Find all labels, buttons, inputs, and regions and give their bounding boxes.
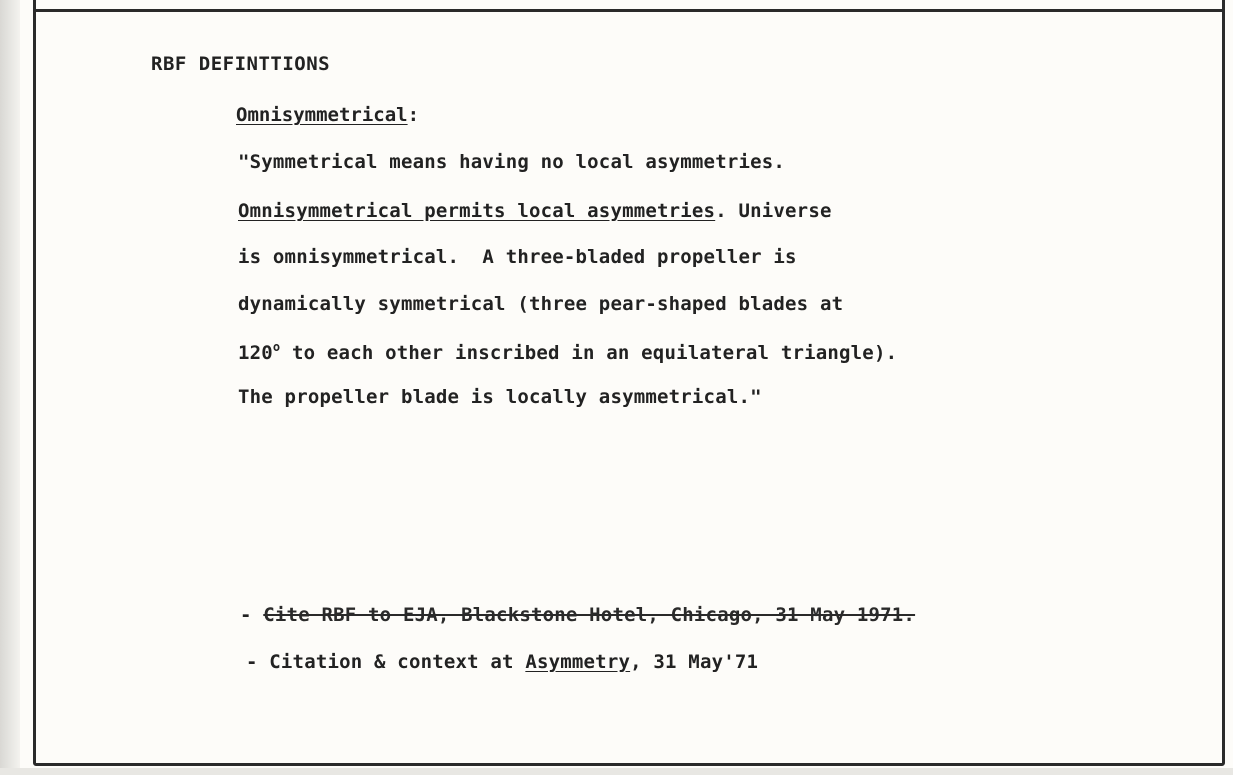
quote-line-2-underlined: Omnisymmetrical permits local asymmetries xyxy=(238,200,716,222)
quote-line-2 xyxy=(238,200,832,222)
quote-line-2-rest: . Universe xyxy=(715,200,832,222)
card-top-rule xyxy=(33,9,1225,12)
degree-symbol: o xyxy=(272,340,281,354)
quote-line-5-rest: to each other inscribed in an equilateral triangle). xyxy=(280,342,898,364)
quote-line-5-number: 120 xyxy=(238,342,273,364)
card-heading: RBF DEFINTTIONS xyxy=(151,53,331,75)
term-colon: : xyxy=(407,104,420,126)
citation-context xyxy=(246,651,758,673)
quote-line-6: The propeller blade is locally asymmetrical." xyxy=(238,386,762,408)
struck-citation-text: Cite RBF to EJA, Blackstone Hotel, Chicago, 31 May 1971. xyxy=(263,604,916,626)
citation-context-prefix: - Citation & context at xyxy=(246,651,526,673)
term-word: Omnisymmetrical xyxy=(236,104,408,126)
quote-line-3: is omnisymmetrical. A three-bladed propeller is xyxy=(238,246,797,268)
struck-citation xyxy=(240,604,915,626)
term-label xyxy=(236,104,419,126)
quote-line-5 xyxy=(238,340,897,364)
page-edge-shadow xyxy=(0,0,20,775)
quote-line-4: dynamically symmetrical (three pear-shaped blades at xyxy=(238,293,844,315)
asymmetry-link[interactable]: Asymmetry xyxy=(525,651,631,673)
page-bottom-shade xyxy=(0,768,1233,775)
citation-date: , 31 May'71 xyxy=(630,651,759,673)
quote-line-1: "Symmetrical means having no local asymmetries. xyxy=(238,151,786,173)
struck-citation-dash: - xyxy=(240,604,264,626)
